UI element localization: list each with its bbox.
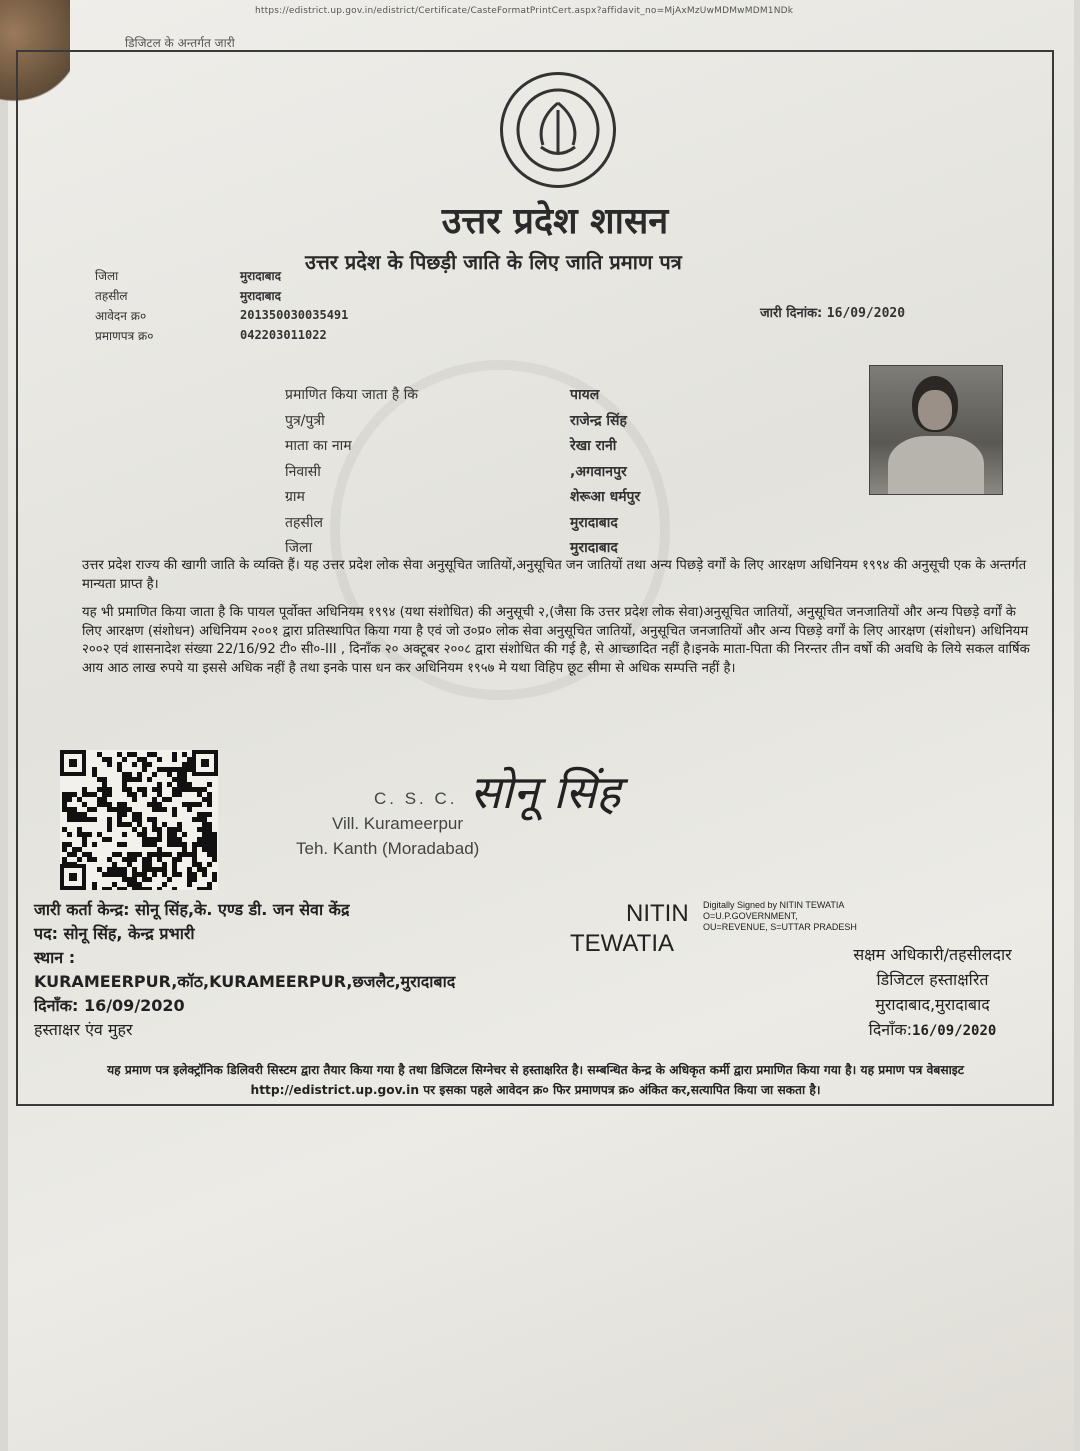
certificate-subtitle: उत्तर प्रदेश के पिछड़ी जाति के लिए जाति प्रमाण पत्र (305, 250, 682, 274)
print-url: https://edistrict.up.gov.in/edistrict/Certificate/CasteFormatPrintCert.aspx?affidavit_no=MjAxMzUwMDMwMDM1NDk (255, 6, 794, 16)
qr-code-icon (60, 750, 218, 890)
meta-row: आवेदन क्र० 201350030035491 (95, 308, 349, 323)
issue-date: जारी दिनांक: 16/09/2020 (760, 306, 906, 321)
person-details (285, 382, 640, 561)
detail-row: माता का नाम रेखा रानी (285, 438, 617, 455)
issuer-block: जारी कर्ता केन्द्र: सोनू सिंह,के. एण्ड डी. जन सेवा केंद्र पद: सोनू सिंह, केन्द्र प्रभारी स्थान : KURAMEERPUR,कॉठ,KURAMEERPUR,छजलैट,मुरादाबाद दिनाँक: 16/09/2020 हस्ताक्षर एंव मुहर (34, 900, 456, 1039)
creamy-layer-statement: यह भी प्रमाणित किया जाता है कि पायल पूर्वोक्त अधिनियम १९९४ (यथा संशोधित) की अनुसूची २,(जैसा कि उत्तर प्रदेश लोक सेवा)अनुसूचित जातियों, अनुसूचित जनजातियों और अन्य पिछड़े वर्गों के लिए आरक्षण (संशोधन) अधिनियम २००१ द्वारा प्रतिस्थापित किया गया है एवं जो उ०प्र० लोक सेवा अनुसूचित जातियों, अनुसूचित जनजातियों और अन्य पिछड़े वर्गों के लिए आरक्षण (संशोधन) अधिनियम २००२ एवं शासनादेश संख्या 22/16/92 टी० सी०-III , दिनाँक २० अक्टूबर २००८ द्वारा संशोधित की गई है, से आच्छादित नहीं है।इनके माता-पिता की निरन्तर तीन वर्षो की अवधि के लिये सकल वार्षिक आय आठ लाख रुपये या इससे अधिक नहीं है तथा इनके पास धन कर अधिनियम १९५७ मे यथा विहिप छूट सीमा से अधिक सम्पत्ति नहीं है। (82, 605, 1030, 676)
detail-row: पुत्र/पुत्री राजेन्द्र सिंह (285, 412, 627, 429)
handwritten-signature: सोनू सिंह (470, 765, 621, 819)
up-emblem-icon (500, 72, 616, 188)
applicant-photo (869, 365, 1003, 495)
detail-row: जिला मुरादाबाद (285, 540, 618, 557)
csc-stamp: C. S. C. Vill. Kurameerpur Teh. Kanth (Moradabad) (296, 789, 480, 858)
meta-row: प्रमाणपत्र क्र० 042203011022 (95, 328, 327, 343)
detail-row: ग्राम शेरूआ धर्मपुर (285, 489, 641, 506)
meta-block (95, 265, 348, 345)
meta-row: तहसील मुरादाबाद (95, 288, 282, 303)
caste-statement: उत्तर प्रदेश राज्य की खागी जाति के व्यक्ति हैं। यह उत्तर प्रदेश लोक सेवा अनुसूचित जातियों,अनुसूचित जन जातियों तथा अन्य पिछड़े वर्गों के लिए आरक्षण अधिनियम १९९४ की अनुसूची एक के अन्तर्गत मान्यता प्राप्त है। (82, 558, 1027, 592)
certificate-title: उत्तर प्रदेश शासन (441, 200, 669, 242)
detail-row: प्रमाणित किया जाता है कि पायल (285, 387, 600, 404)
detail-row: निवासी ,अगवानपुर (285, 463, 627, 480)
meta-row: जिला मुरादाबाद (95, 268, 282, 283)
officer-block: सक्षम अधिकारी/तहसीलदार डिजिटल हस्ताक्षरित मुरादाबाद,मुरादाबाद दिनाँक:16/09/2020 (853, 945, 1012, 1039)
footer-note: यह प्रमाण पत्र इलेक्ट्रॉनिक डिलिवरी सिस्टम द्वारा तैयार किया गया है तथा डिजिटल सिग्नेचर से हस्ताक्षरित है। सम्बन्धित केन्द्र के अधिकृत कर्मी द्वारा प्रमाणित किया गया है। यह प्रमाण पत्र वेबसाइट http://edistrict.up.gov.in पर इसका पहले आवेदन क्र० फिर प्रमाणपत्र क्र० अंकित कर,सत्यापित किया जा सकता है। (107, 1063, 964, 1097)
print-note: डिजिटल के अन्तर्गत जारी (125, 36, 235, 50)
detail-row: तहसील मुरादाबाद (285, 514, 618, 531)
